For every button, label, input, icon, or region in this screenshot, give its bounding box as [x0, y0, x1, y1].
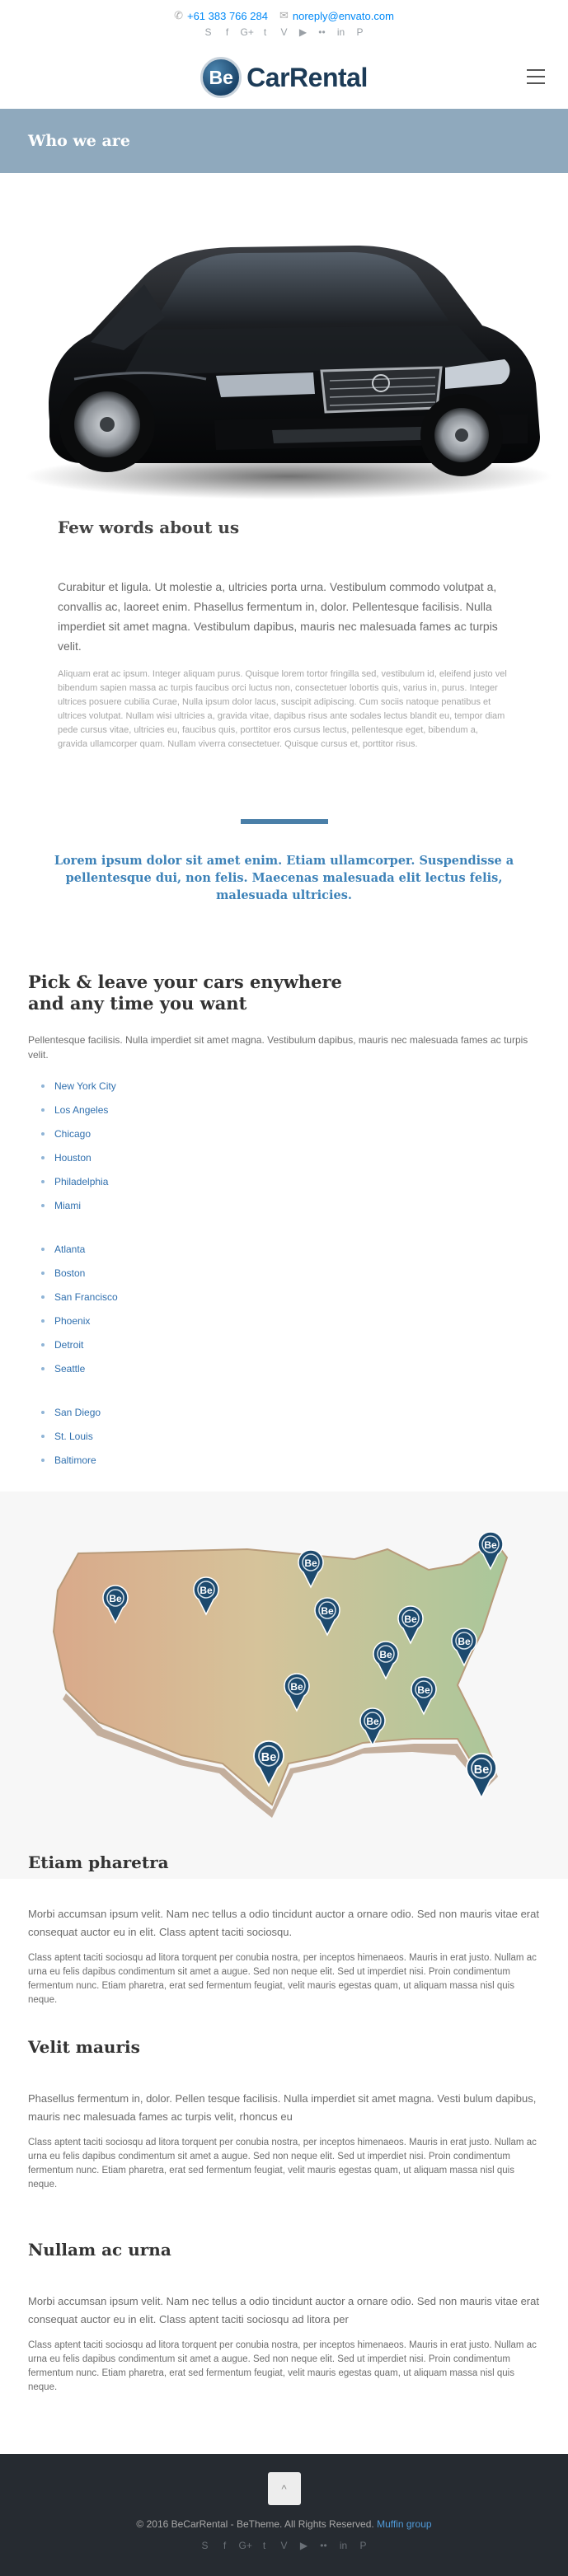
article-lead: Phasellus fermentum in, dolor. Pellen tesque facilisis. Nulla imperdiet sit amet magna. Vesti bulum dapibus, mauris nec malesuada fames ac turpis velit, rhoncus eu [28, 2092, 537, 2123]
youtube-icon[interactable]: ▶ [299, 2540, 308, 2551]
map-pin-label: Be [109, 1593, 122, 1604]
city-link[interactable]: Atlanta [41, 1237, 540, 1261]
city-list-3 [28, 1400, 540, 1472]
hero-car-image [0, 173, 568, 503]
site-footer [0, 2454, 568, 2576]
map-pin-label: Be [290, 1681, 303, 1693]
usa-map-graphic [0, 1492, 568, 1879]
logo-badge: Be [200, 57, 242, 98]
article [28, 2037, 540, 2192]
article-body: Class aptent taciti sociosqu ad litora torquent per conubia nostra, per inceptos himenaeos. Mauris in erat justo. Nullam ac urna eu felis dapibus condimentum sit amet a augue. Sed non neque elit. Sed ut imperdiet nisi. Proin condimentum fermentum nunc. Etiam pharetra, erat sed fermentum feugiat, velit mauris egestas quam, ut aliquam massa nisl quis neque. [28, 2138, 537, 2190]
article [28, 1852, 540, 2007]
article-body: Class aptent taciti sociosqu ad litora torquent per conubia nostra, per inceptos himenaeos. Mauris in erat justo. Nullam ac urna eu felis dapibus condimentum sit amet a augue. Sed non neque elit. Sed ut imperdiet nisi. Proin condimentum fermentum nunc. Etiam pharetra, erat sed fermentum feugiat, velit mauris egestas quam, ut aliquam massa nisl quis neque. [28, 2340, 537, 2392]
skype-icon[interactable]: S [201, 2540, 209, 2551]
phone-contact[interactable] [174, 9, 268, 22]
twitter-icon[interactable]: t [263, 26, 267, 38]
facebook-icon[interactable]: f [223, 2540, 227, 2551]
article-lead: Morbi accumsan ipsum velit. Nam nec tellus a odio tincidunt auctor a ornare odio. Sed non mauris vitae erat consequat auctor eu in elit. Class aptent taciti sociosqu ad litora per [28, 2295, 539, 2325]
locations-title [28, 972, 540, 1014]
city-link[interactable]: Boston [41, 1261, 540, 1285]
map-pin-label: Be [379, 1649, 392, 1660]
article-title: Nullam ac urna [28, 2240, 171, 2260]
copyright-text: © 2016 BeCarRental - BeTheme. All Rights Reserved. [136, 2518, 374, 2530]
article-title: Etiam pharetra [28, 1852, 169, 1872]
page-title: Who we are [28, 132, 130, 150]
email-address: noreply@envato.com [292, 9, 394, 22]
city-link[interactable]: Los Angeles [41, 1098, 540, 1122]
pinterest-icon[interactable]: P [356, 26, 364, 38]
google-plus-icon[interactable]: G+ [238, 2540, 252, 2551]
map-pin-label: Be [261, 1750, 277, 1764]
chevron-up-icon: ^ [281, 2482, 287, 2495]
city-link[interactable]: Detroit [41, 1332, 540, 1356]
city-link[interactable]: San Francisco [41, 1285, 540, 1309]
youtube-icon[interactable]: ▶ [298, 26, 307, 38]
locations-title-line1: Pick & leave your cars enywhere [28, 972, 342, 992]
map-pin-label: Be [458, 1636, 471, 1647]
social-links [203, 27, 366, 37]
city-link[interactable]: Baltimore [41, 1448, 540, 1472]
credit-link[interactable]: Muffin group [377, 2518, 432, 2530]
linkedin-icon[interactable]: in [339, 2540, 348, 2551]
section-divider [241, 819, 328, 824]
facebook-icon[interactable]: f [225, 26, 229, 38]
car-illustration [0, 173, 568, 503]
article [28, 2240, 540, 2395]
menu-icon[interactable] [527, 69, 545, 84]
city-link[interactable]: New York City [41, 1074, 540, 1098]
city-link[interactable]: Miami [41, 1193, 540, 1217]
about-title: Few words about us [58, 518, 240, 537]
about-section [0, 503, 568, 752]
about-lead: Curabitur et ligula. Ut molestie a, ultricies porta urna. Vestibulum commodo volutpat a, convallis ac, laoreet enim. Phasellus fermentum in, dolor. Pellentesque facilisis. Nulla imperdiet sit amet magna. Vestibulum dapibus, mauris nec malesuada fames ac turpis velit. [58, 580, 498, 653]
logo-text: CarRental [246, 62, 368, 92]
city-link[interactable]: Chicago [41, 1122, 540, 1145]
article-body: Class aptent taciti sociosqu ad litora torquent per conubia nostra, per inceptos himenaeos. Mauris in erat justo. Nullam ac urna eu felis dapibus condimentum sit amet a augue. Sed non neque elit. Sed ut imperdiet nisi. Proin condimentum fermentum nunc. Etiam pharetra, erat sed fermentum feugiat, velit mauris egestas quam, ut aliquam massa nisl quis neque. [28, 1953, 537, 2005]
map-pin-label: Be [473, 1763, 490, 1777]
city-link[interactable]: Phoenix [41, 1309, 540, 1332]
envelope-icon: ✉ [279, 9, 289, 21]
vimeo-icon[interactable]: V [280, 2540, 288, 2551]
site-header [0, 46, 568, 109]
pinterest-icon[interactable]: P [359, 2540, 367, 2551]
map-pin-label: Be [404, 1614, 417, 1625]
top-bar [0, 0, 568, 46]
map-pin-label: Be [484, 1539, 497, 1551]
map-pin-label: Be [417, 1684, 430, 1696]
article-title: Velit mauris [28, 2037, 140, 2057]
phone-icon: ✆ [174, 9, 183, 21]
google-plus-icon[interactable]: G+ [240, 26, 254, 38]
vimeo-icon[interactable]: V [280, 26, 288, 38]
email-contact[interactable] [279, 9, 394, 22]
map-pin-label: Be [200, 1585, 213, 1596]
locations-title-line2: and any time you want [28, 993, 247, 1014]
map-pin-label: Be [321, 1605, 334, 1617]
flickr-icon[interactable]: •• [320, 2540, 327, 2551]
copyright [136, 2518, 431, 2530]
flickr-icon[interactable]: •• [318, 26, 326, 38]
contact-row [174, 9, 394, 22]
city-list-1 [28, 1074, 540, 1217]
city-link[interactable]: St. Louis [41, 1424, 540, 1448]
city-list-2 [28, 1237, 540, 1380]
footer-social-links [200, 2540, 369, 2551]
back-to-top-button[interactable] [268, 2472, 301, 2505]
locations-intro: Pellentesque facilisis. Nulla imperdiet sit amet magna. Vestibulum dapibus, mauris nec malesuada fames ac turpis velit. [28, 1034, 528, 1061]
linkedin-icon[interactable]: in [336, 26, 345, 38]
phone-number: +61 383 766 284 [186, 9, 268, 22]
city-link[interactable]: San Diego [41, 1400, 540, 1424]
city-link[interactable]: Philadelphia [41, 1169, 540, 1193]
city-link[interactable]: Houston [41, 1145, 540, 1169]
city-link[interactable]: Seattle [41, 1356, 540, 1380]
map-pin-icon[interactable] [467, 1754, 496, 1798]
twitter-icon[interactable]: t [262, 2540, 266, 2551]
subheader [0, 109, 568, 173]
highlight-quote: Lorem ipsum dolor sit amet enim. Etiam ullamcorper. Suspendisse a pellentesque dui, non felis. Maecenas malesuada elit lectus felis, malesuada ultricies. [54, 854, 514, 902]
locations-section [0, 904, 568, 1472]
map-pin-label: Be [304, 1557, 317, 1569]
skype-icon[interactable]: S [204, 26, 212, 38]
article-lead: Morbi accumsan ipsum velit. Nam nec tellus a odio tincidunt auctor a ornare odio. Sed non mauris vitae erat consequat auctor eu in elit. Class aptent taciti sociosqu. [28, 1908, 539, 1938]
site-logo[interactable] [200, 57, 368, 98]
usa-map [0, 1492, 568, 1879]
map-pin-label: Be [366, 1716, 379, 1727]
about-body: Aliquam erat ac ipsum. Integer aliquam purus. Quisque lorem tortor fringilla sed, vestibulum id, eleifend justo vel bibendum sapien massa ac turpis faucibus orci luctus non, consectetuer lobortis quis, varius in, purus. Integer ultrices posuere cubilia Curae, Nulla ipsum dolor lacus, suscipit adipiscing. Cum sociis natoque penatibus et ultrices volutpat. Nullam wisi ultricies a, gravida vitae, dapibus risus ante sodales lectus blandit eu, tempor diam pede cursus vitae, ultricies eu, faucibus quis, porttitor eros cursus lectus, pellentesque eget, bibendum a, gravida ullamcorper quam. Nullam viverra consectetuer. Quisque cursus et, porttitor risus. [58, 669, 507, 749]
